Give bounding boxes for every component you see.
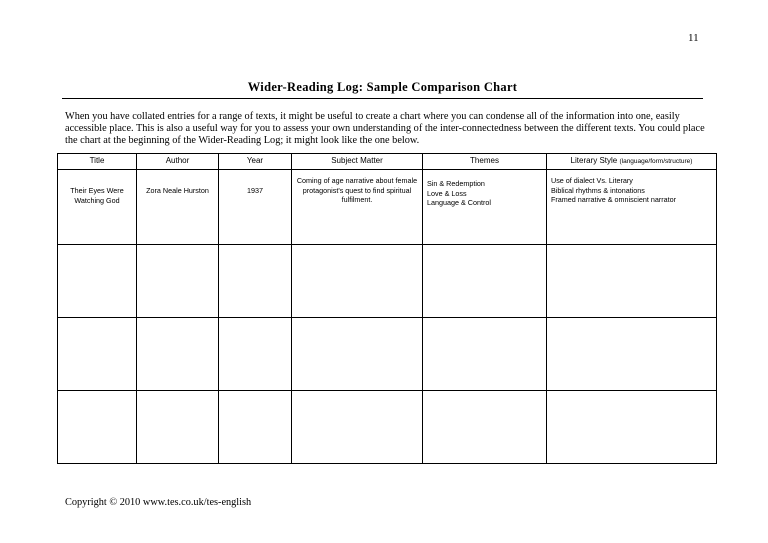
- empty-cell[interactable]: [292, 318, 423, 391]
- empty-cell[interactable]: [292, 391, 423, 464]
- empty-cell[interactable]: [219, 318, 292, 391]
- empty-cell[interactable]: [137, 318, 219, 391]
- header-literary-style-label: Literary Style: [570, 156, 618, 165]
- table-row: [58, 170, 717, 245]
- empty-cell[interactable]: [547, 318, 717, 391]
- page-number: 11: [688, 32, 699, 44]
- empty-cell[interactable]: [219, 245, 292, 318]
- copyright-footer: Copyright © 2010 www.tes.co.uk/tes-english: [65, 497, 252, 508]
- theme-item: Language & Control: [427, 198, 491, 207]
- empty-cell[interactable]: [423, 245, 547, 318]
- table-row-empty: [58, 318, 717, 391]
- cell-year: 1937: [219, 170, 292, 245]
- header-subject-matter: Subject Matter: [292, 154, 423, 170]
- cell-subject-matter: Coming of age narrative about female protagonist's quest to find spiritual fulfilment.: [292, 170, 423, 245]
- header-row: [58, 154, 717, 170]
- empty-cell[interactable]: [219, 391, 292, 464]
- page-title: Wider-Reading Log: Sample Comparison Chart: [247, 80, 518, 94]
- header-themes: Themes: [423, 154, 547, 170]
- header-year: Year: [219, 154, 292, 170]
- table-row-empty: [58, 391, 717, 464]
- title-underline: [62, 98, 703, 99]
- style-item: Framed narrative & omniscient narrator: [551, 195, 677, 204]
- comparison-chart: [57, 153, 717, 464]
- style-item: Use of dialect Vs. Literary: [551, 176, 633, 185]
- theme-item: Love & Loss: [427, 188, 467, 198]
- empty-cell[interactable]: [137, 391, 219, 464]
- empty-cell[interactable]: [58, 391, 137, 464]
- style-item: Biblical rhythms & intonations: [551, 185, 645, 195]
- header-literary-style: [547, 154, 717, 170]
- cell-literary-style: [547, 170, 717, 245]
- intro-paragraph: When you have collated entries for a range of texts, it might be useful to create a chart where you can condense all of the information into one, easily accessible place. This is also a useful way for you to assess your own understanding of the inter-connectedness between the different texts. You could place the chart at the beginning of the Wider-Reading Log; it might look like the one below.: [65, 111, 705, 147]
- empty-cell[interactable]: [58, 245, 137, 318]
- theme-item: Sin & Redemption: [427, 179, 485, 188]
- empty-cell[interactable]: [58, 318, 137, 391]
- empty-cell[interactable]: [547, 245, 717, 318]
- cell-author: Zora Neale Hurston: [137, 170, 219, 245]
- cell-title: Their Eyes Were Watching God: [58, 170, 137, 245]
- empty-cell[interactable]: [423, 391, 547, 464]
- header-author: Author: [137, 154, 219, 170]
- empty-cell[interactable]: [292, 245, 423, 318]
- header-title: Title: [58, 154, 137, 170]
- empty-cell[interactable]: [423, 318, 547, 391]
- table-row-empty: [58, 245, 717, 318]
- cell-themes: [423, 170, 547, 245]
- empty-cell[interactable]: [547, 391, 717, 464]
- empty-cell[interactable]: [137, 245, 219, 318]
- header-literary-style-note: (language/form/structure): [619, 158, 693, 165]
